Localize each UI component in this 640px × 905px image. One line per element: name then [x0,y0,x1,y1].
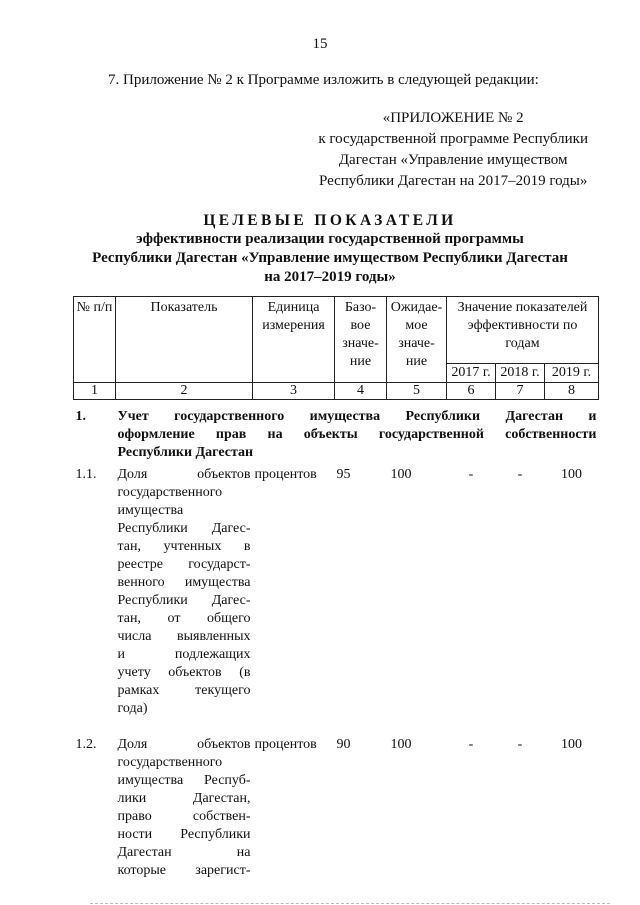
appendix-line: Республики Дагестан на 2017–2019 годы» [318,173,588,189]
row-num: 1.1. [75,467,97,482]
table-row [74,462,599,718]
heading-title: ЦЕЛЕВЫЕ ПОКАЗАТЕЛИ [203,212,457,229]
page-number: 15 [312,36,328,52]
indicator-line: тан, от общего [117,611,251,626]
header-base: Базо- вое значе- ние [335,297,387,383]
row-unit: процентов [254,467,317,482]
indicator-line: Доля объектов [117,737,251,752]
indicator-line: Республики Дагес- [117,521,251,536]
index-cell: 8 [545,383,599,400]
section-title [116,400,599,463]
row-2018: - [517,737,523,752]
section-row [74,400,599,463]
indicator-line: лики Дагестан, [117,791,251,806]
header-value-group: Значение показателей эффективности по годам [447,297,599,364]
appendix-line: «ПРИЛОЖЕНИЕ № 2 [382,110,524,126]
section-title-line: Учет государственного имущества Республики Дагестан и [117,409,597,424]
indicator-line: и подлежащих [117,647,251,662]
row-2018: - [517,467,523,482]
indicator-line: имущества Респуб- [117,773,251,788]
intro-text: 7. Приложение № 2 к Программе изложить в следующей редакции: [108,72,539,88]
index-cell: 5 [387,383,447,400]
section-title-line: Республики Дагестан [117,445,254,460]
row-base: 95 [336,467,351,482]
indicator-line: которые зарегист- [117,863,251,878]
header-year: 2019 г. [545,364,599,383]
indicator-line: Республики Дагес- [117,593,251,608]
section-num: 1. [75,409,86,424]
table-row [74,718,599,880]
indicator-line: учету объектов (в [117,665,251,680]
row-2017: - [468,737,474,752]
indicator-line: государственного [117,485,223,500]
indicator-line: венного имущества [117,575,251,590]
indicator-line: Дагестан на [117,845,251,860]
section-title-line: оформление прав на объекты государственной собственности [117,427,597,442]
indicator-line: Доля объектов [117,467,251,482]
row-expected: 100 [390,467,412,482]
index-cell: 7 [496,383,545,400]
appendix-block [318,108,588,192]
index-cell: 6 [447,383,496,400]
index-cell: 1 [74,383,116,400]
page-bottom-edge [90,903,610,904]
indicators-table [73,296,599,880]
heading-line: Республики Дагестан «Управление имуществом Республики Дагестан [92,250,568,266]
header-year: 2017 г. [447,364,496,383]
index-cell: 4 [335,383,387,400]
header-expected: Ожидае- мое значе- ние [387,297,447,383]
appendix-line: Дагестан «Управление имуществом [338,152,568,168]
indicator-line: ности Республики [117,827,251,842]
header-indicator: Показатель [116,297,253,383]
heading-line: на 2017–2019 годы» [264,269,396,285]
index-cell: 2 [116,383,253,400]
row-base: 90 [336,737,351,752]
row-unit: процентов [254,737,317,752]
indicator-line: рамках текущего [117,683,251,698]
row-num: 1.2. [75,737,97,752]
indicator-line: право собствен- [117,809,251,824]
indicator-line: реестре государст- [117,557,251,572]
row-2017: - [468,467,474,482]
row-2019: 100 [561,467,582,482]
indicator-line: тан, учтенных в [117,539,251,554]
row-indicator [116,718,253,880]
indicator-line: имущества [117,503,184,518]
indicator-line: числа выявленных [117,629,251,644]
header-year: 2018 г. [496,364,545,383]
header-unit: Единица измерения [253,297,335,383]
indicator-line: государственного [117,755,223,770]
indicator-line: года) [117,701,148,716]
appendix-line: к государственной программе Республики [318,131,588,147]
index-cell: 3 [253,383,335,400]
row-indicator [116,462,253,718]
header-num: № п/п [74,297,116,383]
heading-line: эффективности реализации государственной программы [136,231,524,247]
row-2019: 100 [561,737,582,752]
document-heading [60,211,600,287]
row-expected: 100 [390,737,412,752]
